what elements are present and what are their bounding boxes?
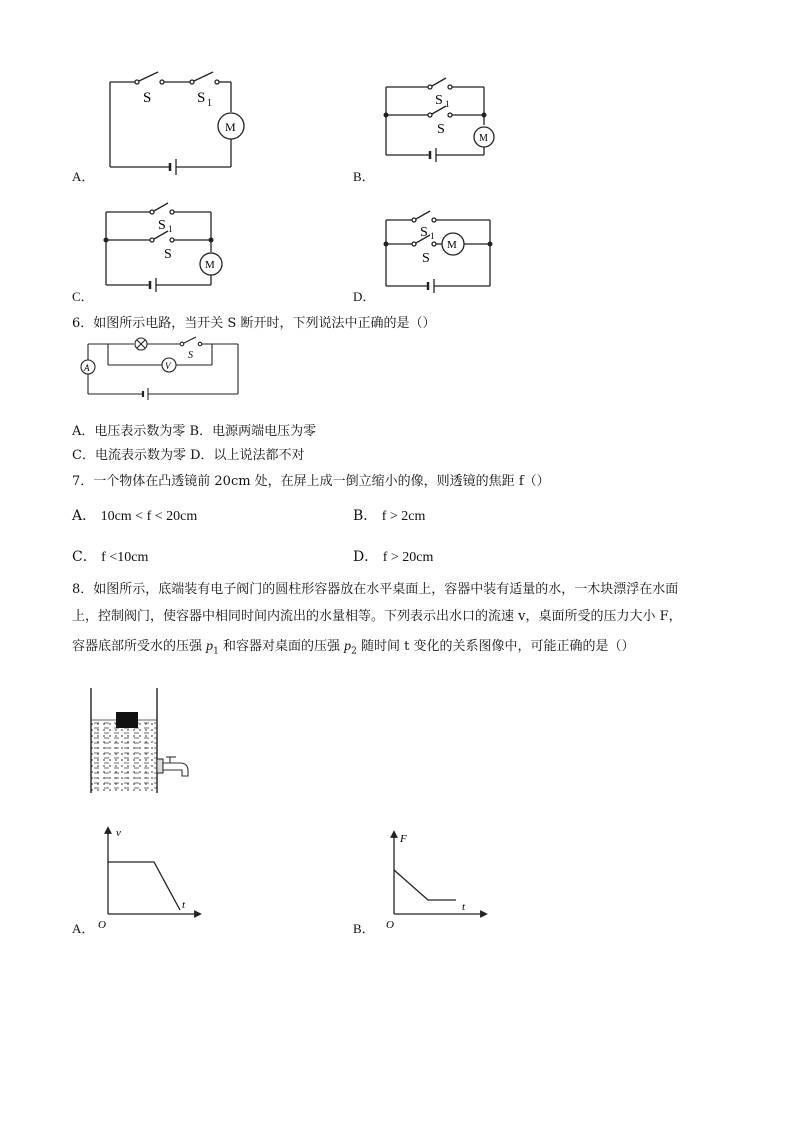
option-a-label: A． xyxy=(72,169,95,184)
switch-s1-label: S xyxy=(420,225,428,240)
switch-s1-label: S xyxy=(158,218,166,233)
option-letter: C． xyxy=(72,549,97,565)
switch-s1-subscript: 1 xyxy=(445,99,450,109)
switch-s-label: S xyxy=(437,122,445,137)
option-text: f <10cm xyxy=(101,550,149,565)
option-letter: A． xyxy=(72,508,97,524)
switch-label: S xyxy=(188,350,193,361)
motor-label: M xyxy=(205,259,215,271)
switch-s1-subscript: 1 xyxy=(207,98,212,109)
circuit-diagram-b xyxy=(378,75,503,165)
motor-label: M xyxy=(447,239,457,251)
question-6-stem: 6．如图所示电路，当开关 S 断开时，下列说法中正确的是（） xyxy=(72,316,436,331)
option-b-label: B． xyxy=(353,169,375,184)
option-c-label: C． xyxy=(72,289,94,304)
question-8-stem-line-2: 上，控制阀门，使容器中相同时间内流出的水量相等。下列表示出水口的流速 v，桌面所受的压力大小 F， xyxy=(72,609,682,624)
container-diagram xyxy=(84,686,194,796)
voltmeter-label: V xyxy=(165,361,171,371)
y-axis-label: F xyxy=(400,833,407,845)
question-8-stem-line-3: 容器底部所受水的压强 $p_1$ 和容器对桌面的压强 $p_2$ 随时间 t 变化的关系图像中，可能正确的是（） xyxy=(72,639,635,657)
y-axis-label: v xyxy=(116,827,121,839)
question-7-option-a[interactable] xyxy=(72,505,197,525)
option-letter: B． xyxy=(353,508,378,524)
question-7-option-d[interactable] xyxy=(353,546,433,566)
motor-label: M xyxy=(225,120,236,134)
switch-s-label: S xyxy=(143,90,152,106)
switch-s1-subscript: 1 xyxy=(168,224,173,234)
graph-a-label: A． xyxy=(72,921,95,936)
question-7-option-c[interactable] xyxy=(72,546,148,566)
question-7-option-b[interactable] xyxy=(353,505,425,525)
option-text: 10cm < f < 20cm xyxy=(100,509,198,524)
option-d-label: D． xyxy=(353,289,376,304)
wood-block xyxy=(116,712,138,728)
origin-label: O xyxy=(386,919,394,931)
graph-a xyxy=(98,824,208,934)
circuit-diagram-q6 xyxy=(78,336,248,406)
circuit-diagram-d xyxy=(378,204,503,299)
switch-s1-label: S xyxy=(197,90,206,106)
option-letter: D． xyxy=(353,549,379,565)
switch-s-label: S xyxy=(422,251,430,266)
circuit-diagram-c xyxy=(98,200,233,295)
switch-s1-label: S xyxy=(435,93,443,108)
graph-b xyxy=(386,828,496,938)
ammeter-label: A xyxy=(84,363,90,373)
x-axis-label: t xyxy=(462,901,466,913)
switch-s1-subscript: 1 xyxy=(430,231,435,241)
question-6-options-row-1: A．电压表示数为零 B．电源两端电压为零 xyxy=(72,424,317,439)
origin-label: O xyxy=(98,919,106,931)
question-6-options-row-2: C．电流表示数为零 D．以上说法都不对 xyxy=(72,448,305,463)
option-text: f > 2cm xyxy=(381,509,426,524)
motor-label: M xyxy=(479,133,488,144)
option-text: f > 20cm xyxy=(382,550,434,565)
circuit-diagram-a xyxy=(100,62,250,177)
graph-b-label: B． xyxy=(353,921,375,936)
faucet-icon xyxy=(157,757,188,776)
question-7-stem: 7．一个物体在凸透镜前 20cm 处，在屏上成一倒立缩小的像，则透镜的焦距 f（） xyxy=(72,474,550,489)
question-8-stem-line-1: 8．如图所示，底端装有电子阀门的圆柱形容器放在水平桌面上，容器中装有适量的水，一木块漂浮在水面 xyxy=(72,582,679,597)
x-axis-label: t xyxy=(182,899,186,911)
switch-s-label: S xyxy=(164,247,172,262)
